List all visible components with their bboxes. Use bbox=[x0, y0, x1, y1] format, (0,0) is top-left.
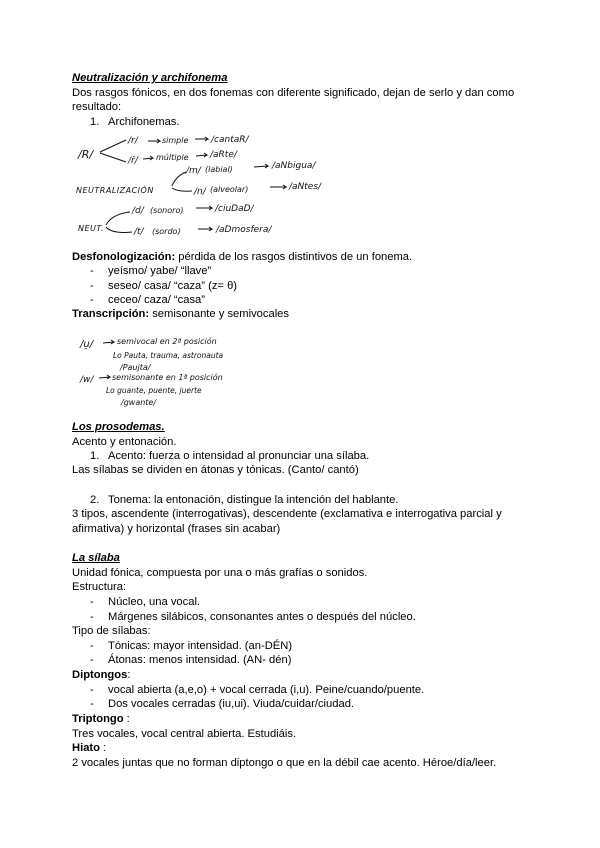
paragraph-triptongo bbox=[72, 712, 130, 726]
hw-m2-text: (alveolar) bbox=[210, 185, 249, 194]
hw-d2-text: (sordo) bbox=[152, 227, 181, 236]
hw-m1: /m/ bbox=[186, 166, 201, 176]
list-item: Núcleo, una vocal. bbox=[108, 596, 201, 608]
hw-r2-ex: /aRte/ bbox=[210, 150, 237, 160]
list-dash: - bbox=[90, 611, 94, 623]
list-item: Acento: fuerza o intensidad al pronunciar una sílaba. bbox=[108, 450, 370, 462]
list-item: vocal abierta (a,e,o) + vocal cerrada (i,u). Peine/cuando/puente. bbox=[108, 684, 425, 696]
hw-w-example-2: /gwante/ bbox=[121, 398, 157, 407]
list-item: Átonas: menos intensidad. (AN- dén) bbox=[108, 654, 292, 666]
list-dash: - bbox=[90, 265, 94, 277]
hw-m2: /n/ bbox=[194, 187, 206, 197]
list-item: yeísmo/ yabe/ “llave” bbox=[108, 265, 212, 277]
term-label: Diptongos bbox=[72, 669, 128, 681]
list-dash: - bbox=[90, 596, 94, 608]
hw-m2-ex: /aNtes/ bbox=[289, 182, 322, 192]
hw-r1-text: simple bbox=[162, 136, 189, 145]
list-item: Márgenes silábicos, consonantes antes o después del núcleo. bbox=[108, 611, 416, 623]
term-label: Desfonologización: bbox=[72, 251, 176, 263]
paragraph: Tres vocales, vocal central abierta. Estudiáis. bbox=[72, 728, 297, 740]
hw-d2: /t/ bbox=[134, 227, 144, 237]
section-title-neutralizacion: Neutralización y archifonema bbox=[72, 72, 228, 84]
list-item: seseo/ casa/ “caza” (z= θ) bbox=[108, 280, 238, 292]
hw-m1-ex: /aNbigua/ bbox=[272, 161, 316, 171]
paragraph: Dos rasgos fónicos, en dos fonemas con diferente significado, dejan de serlo y dan como bbox=[72, 87, 515, 99]
term-text: semisonante y semivocales bbox=[149, 308, 289, 320]
hw-neut: NEUT. bbox=[78, 224, 104, 233]
term-text: pérdida de los rasgos distintivos de un fonema. bbox=[175, 251, 413, 263]
hw-u-example: Lo Pauta, trauma, astronauta bbox=[113, 351, 224, 360]
paragraph-hiato bbox=[72, 741, 106, 755]
paragraph: Las sílabas se dividen en átonas y tónicas. (Canto/ cantó) bbox=[72, 464, 359, 476]
hw-u-example-2: /Paujta/ bbox=[120, 363, 151, 372]
term-label: Triptongo bbox=[72, 713, 124, 725]
paragraph: 2 vocales juntas que no forman diptongo o que en la débil cae acento. Héroe/día/leer. bbox=[72, 757, 497, 769]
paragraph: Unidad fónica, compuesta por una o más grafías o sonidos. bbox=[72, 567, 368, 579]
list-dash: - bbox=[90, 684, 94, 696]
term-label: Hiato bbox=[72, 742, 100, 754]
term-label: Transcripción: bbox=[72, 308, 150, 320]
paragraph: afirmativa) y horizontal (frases sin acabar) bbox=[72, 523, 281, 535]
list-number: 1. bbox=[90, 116, 100, 128]
list-dash: - bbox=[90, 294, 94, 306]
hw-neutralizacion: NEUTRALIZACIÓN bbox=[76, 186, 154, 195]
list-dash: - bbox=[90, 280, 94, 292]
hw-w-symbol: /w/ bbox=[80, 375, 94, 385]
list-item: ceceo/ caza/ “casa” bbox=[108, 294, 206, 306]
term-colon: : bbox=[127, 669, 131, 681]
hw-u-symbol: /u̯/ bbox=[80, 339, 94, 350]
term-colon: : bbox=[123, 713, 130, 725]
paragraph: Estructura: bbox=[72, 581, 127, 593]
hw-w-example: Lo guante, puente, juerte bbox=[106, 386, 202, 395]
paragraph: 3 tipos, ascendente (interrogativas), descendente (exclamativa e interrogativa parcial y bbox=[72, 508, 502, 520]
hw-m1-text: (labial) bbox=[205, 165, 233, 174]
paragraph: resultado: bbox=[72, 101, 122, 113]
hw-d1: /d/ bbox=[132, 206, 144, 216]
hw-r: /R/ bbox=[78, 148, 94, 161]
list-number: 1. bbox=[90, 450, 100, 462]
list-dash: - bbox=[90, 698, 94, 710]
list-dash: - bbox=[90, 640, 94, 652]
hw-w-text: semisonante en 1ª posición bbox=[112, 373, 223, 382]
list-item: Dos vocales cerradas (iu,ui). Viuda/cuidar/ciudad. bbox=[108, 698, 355, 710]
paragraph: Acento y entonación. bbox=[72, 436, 177, 448]
hw-u-text: semivocal en 2ª posición bbox=[117, 337, 217, 346]
hw-r2: /r̄/ bbox=[128, 156, 138, 166]
term-colon: : bbox=[99, 742, 107, 754]
list-dash: - bbox=[90, 654, 94, 666]
paragraph-diptongos bbox=[72, 668, 130, 682]
hw-r2-text: múltiple bbox=[156, 153, 189, 162]
section-title-silaba: La sílaba bbox=[72, 552, 120, 564]
hw-d1-ex: /ciuDaD/ bbox=[215, 204, 254, 214]
list-number: 2. bbox=[90, 494, 100, 506]
hw-arrow bbox=[103, 340, 114, 344]
hw-d1-text: (sonoro) bbox=[150, 206, 184, 215]
list-item: Tonema: la entonación, distingue la intención del hablante. bbox=[108, 494, 399, 506]
hw-d2-ex: /aDmosfera/ bbox=[216, 225, 272, 235]
section-title-prosodemas: Los prosodemas. bbox=[72, 421, 165, 433]
paragraph: Tipo de sílabas: bbox=[72, 625, 151, 637]
hw-r1-ex: /cantaR/ bbox=[211, 135, 249, 145]
list-item: Archifonemas. bbox=[108, 116, 180, 128]
hw-arrow bbox=[99, 375, 110, 379]
hw-r1: /r/ bbox=[128, 136, 138, 146]
list-item: Tónicas: mayor intensidad. (an-DÉN) bbox=[108, 640, 293, 652]
